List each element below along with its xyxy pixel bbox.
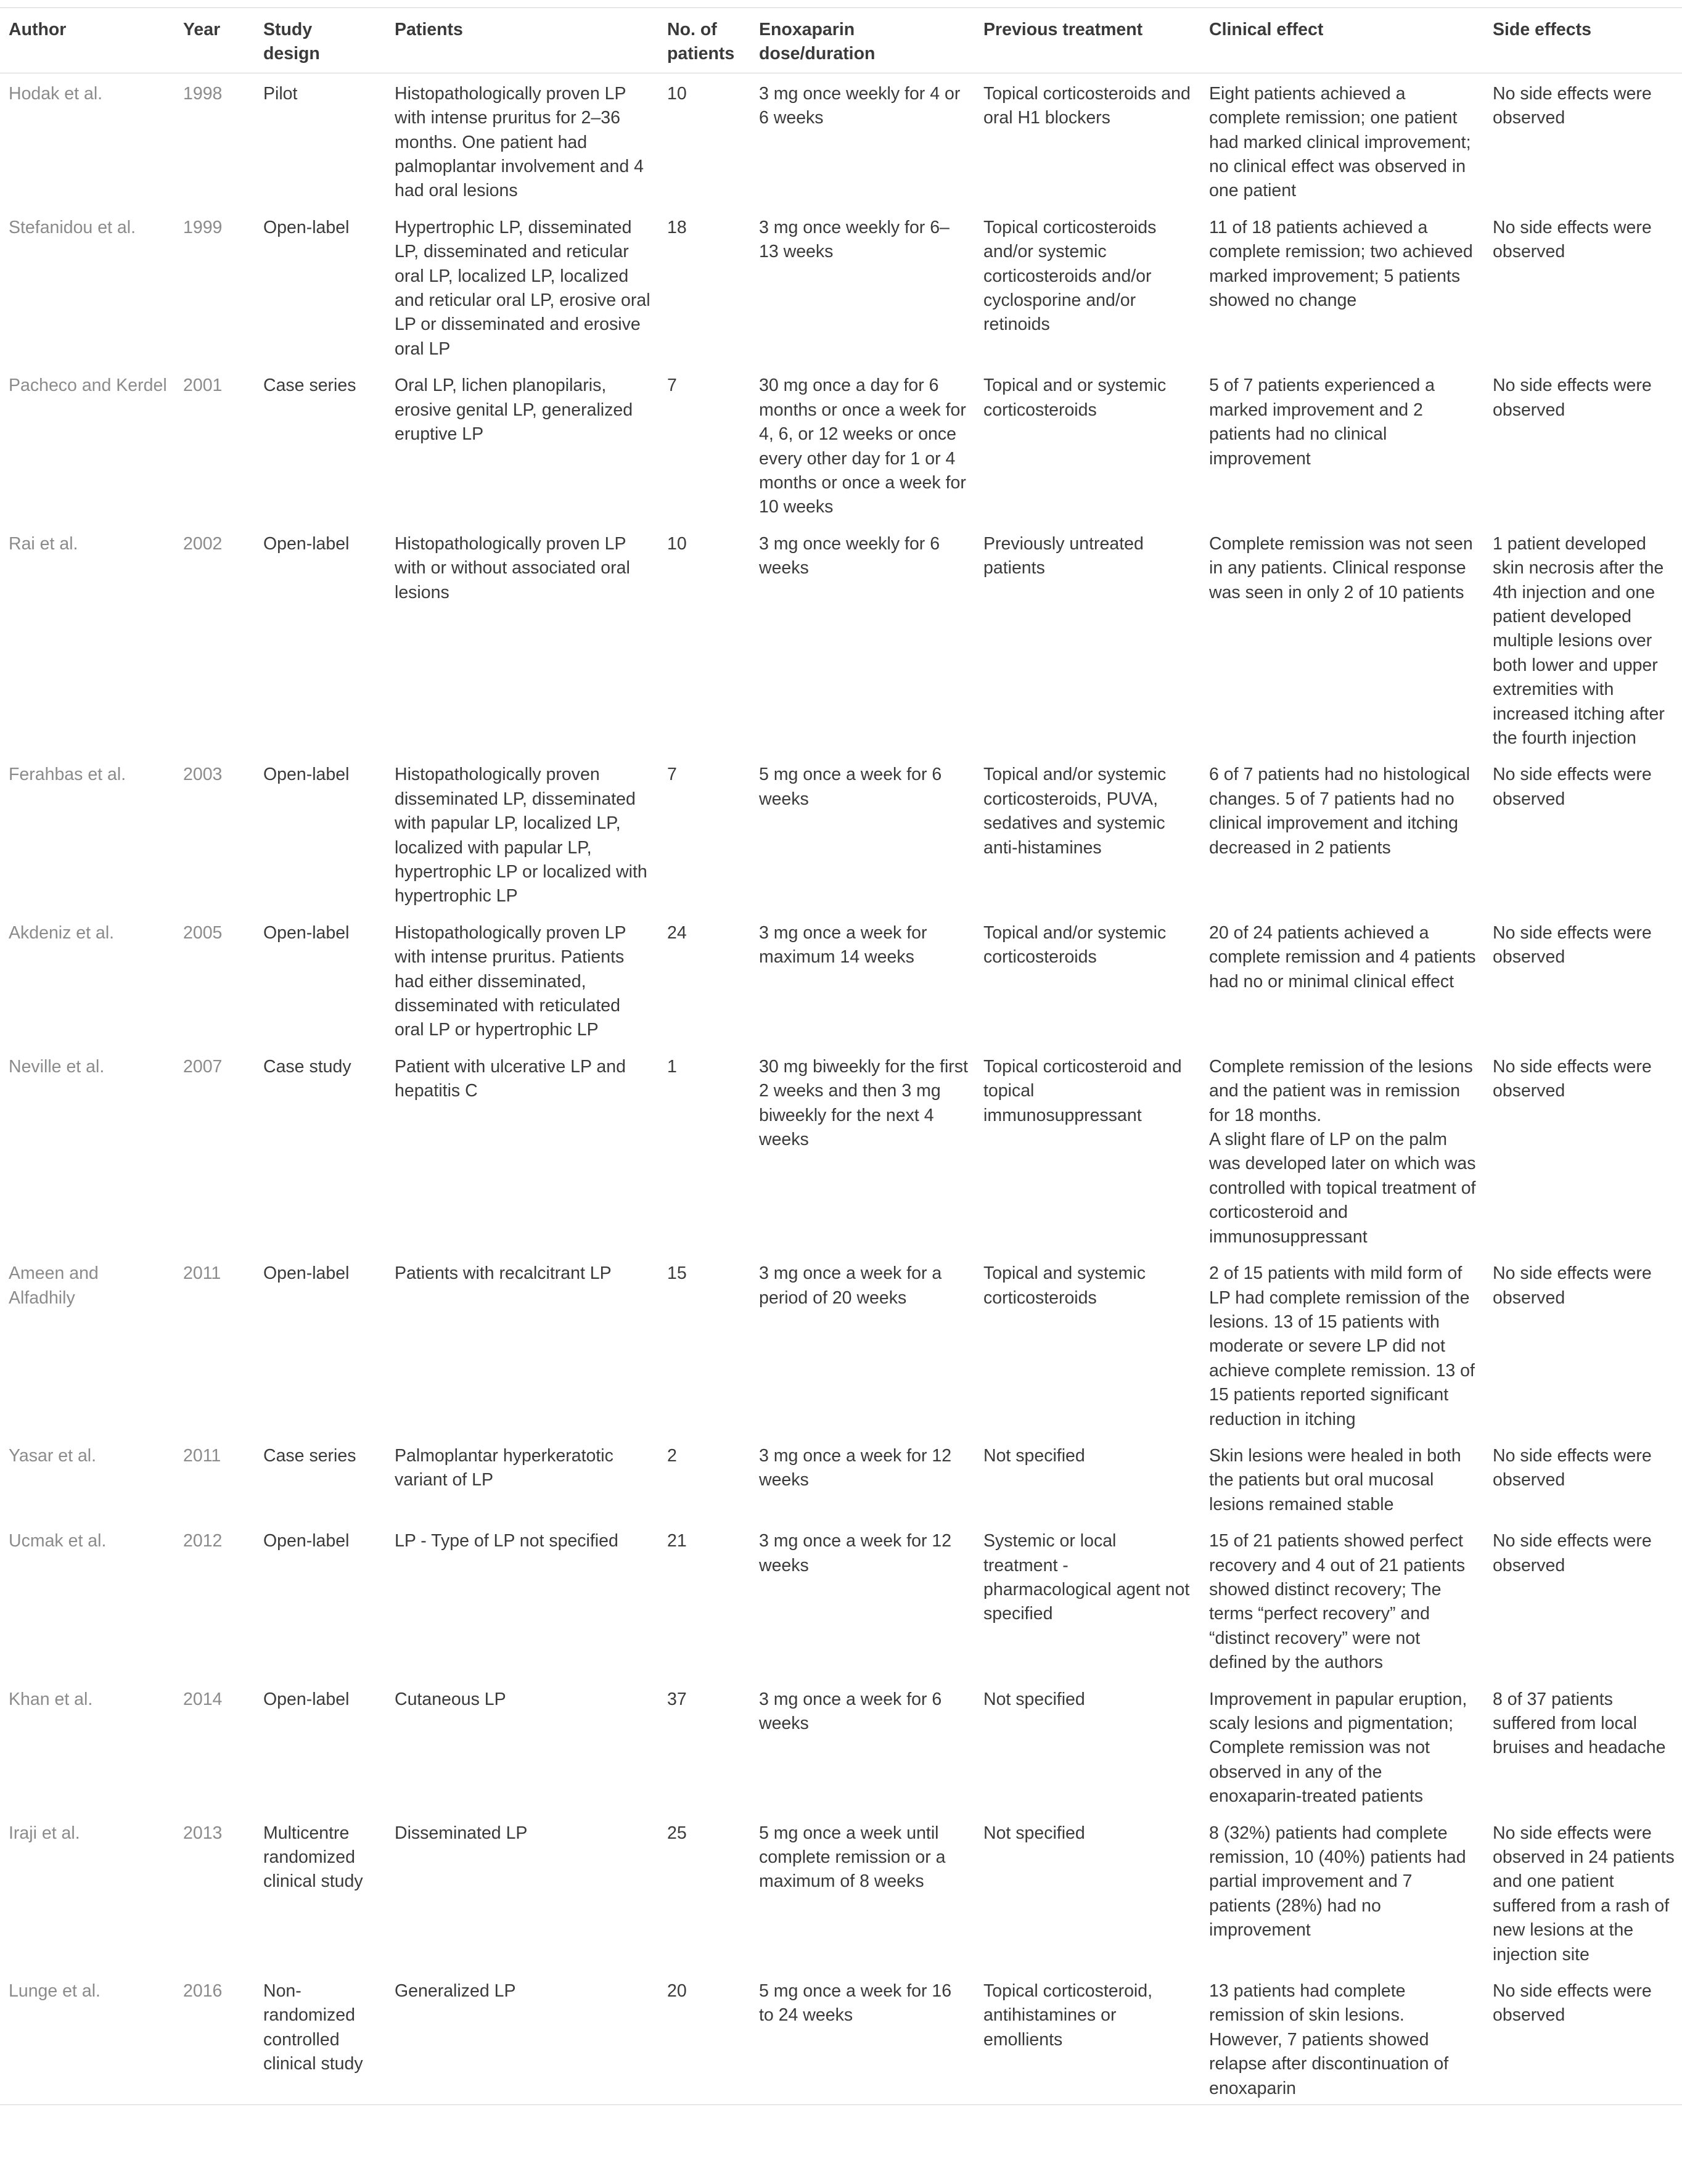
cell-clinical-effect: 20 of 24 patients achieved a complete remission and 4 patients had no or minimal clinical effect <box>1209 922 1476 991</box>
cell-patients: Histopathologically proven LP with intense pruritus. Patients had either disseminated, disseminated with reticulated oral LP or hypertrophic LP <box>395 922 626 1040</box>
table-row <box>0 1046 1682 1253</box>
cell-year: 2012 <box>183 1531 223 1551</box>
cell-patients: Patient with ulcerative LP and hepatitis C <box>395 1056 626 1101</box>
table-row <box>0 1971 1682 2105</box>
cell-patients: LP - Type of LP not specified <box>395 1531 618 1551</box>
cell-side-effects: No side effects were observed <box>1493 1056 1652 1101</box>
cell-author: Rai et al. <box>9 533 78 554</box>
cell-year: 2013 <box>183 1823 223 1843</box>
cell-dose: 3 mg once a week for 6 weeks <box>759 1689 942 1733</box>
header-row <box>0 8 1682 73</box>
cell-dose: 3 mg once a week for a period of 20 weeks <box>759 1263 942 1308</box>
cell-clinical-effect: 11 of 18 patients achieved a complete remission; two achieved marked improvement; 5 patients showed no change <box>1209 217 1473 311</box>
cell-year: 2003 <box>183 765 223 785</box>
cell-previous-treatment: Topical and/or systemic corticosteroids, PUVA, sedatives and systemic anti-histamines <box>983 765 1167 858</box>
table-row <box>0 207 1682 365</box>
cell-patients: Generalized LP <box>386 1971 658 2105</box>
cell-previous-treatment: Systemic or local treatment - pharmacological agent not specified <box>983 1531 1190 1624</box>
cell-dose: 3 mg once weekly for 4 or 6 weeks <box>759 83 961 128</box>
cell-side-effects: No side effects were observed <box>1493 1445 1652 1490</box>
table-row <box>0 1679 1682 1813</box>
cell-study-design: Case study <box>263 1056 351 1077</box>
cell-side-effects: No side effects were observed <box>1493 83 1652 128</box>
cell-study-design: Open-label <box>263 922 350 943</box>
header-patients: Patients <box>386 8 658 73</box>
cell-previous-treatment: Topical corticosteroids and oral H1 blockers <box>983 83 1191 128</box>
cell-author: Lunge et al. <box>0 1971 174 2105</box>
table-row <box>0 754 1682 912</box>
cell-clinical-effect: 13 patients had complete remission of skin lesions. However, 7 patients showed relapse after discontinuation of enoxaparin <box>1200 1971 1484 2105</box>
cell-clinical-effect: 6 of 7 patients had no histological changes. 5 of 7 patients had no clinical improvement and itching decreased in 2 patients <box>1209 765 1471 858</box>
table-row <box>0 365 1682 523</box>
cell-number-of-patients: 37 <box>667 1689 687 1709</box>
cell-year: 2001 <box>183 376 223 396</box>
cell-study-design: Open-label <box>263 533 350 554</box>
cell-previous-treatment: Previously untreated patients <box>983 533 1144 578</box>
cell-clinical-effect: Skin lesions were healed in both the patients but oral mucosal lesions remained stable <box>1209 1445 1461 1514</box>
cell-dose: 30 mg once a day for 6 months or once a week for 4, 6, or 12 weeks or once every other day for 1 or 4 months or once a week for 10 weeks <box>759 376 966 517</box>
cell-study-design: Open-label <box>263 217 350 237</box>
cell-clinical-effect: 8 (32%) patients had complete remission, 10 (40%) patients had partial improvement and 7 patients (28%) had no improvement <box>1209 1823 1466 1940</box>
cell-patients: Oral LP, lichen planopilaris, erosive genital LP, generalized eruptive LP <box>395 376 633 445</box>
cell-author: Pacheco and Kerdel <box>9 376 167 396</box>
studies-table <box>0 7 1682 2105</box>
cell-author: Ucmak et al. <box>9 1531 107 1551</box>
cell-patients: Histopathologically proven LP with intense pruritus for 2–36 months. One patient had palmoplantar involvement and 4 had oral lesions <box>395 83 644 201</box>
cell-study-design: Non-randomized controlled clinical study <box>255 1971 386 2105</box>
cell-previous-treatment: Not specified <box>983 1823 1085 1843</box>
cell-previous-treatment: Topical corticosteroid and topical immunosuppressant <box>983 1056 1182 1125</box>
cell-number-of-patients: 10 <box>667 83 687 104</box>
cell-year: 2016 <box>174 1971 255 2105</box>
cell-dose: 5 mg once a week for 16 to 24 weeks <box>750 1971 975 2105</box>
header-year: Year <box>174 8 255 73</box>
header-enoxaparin-dose: Enoxaparin dose/duration <box>750 8 975 73</box>
cell-year: 2014 <box>183 1689 223 1709</box>
cell-side-effects: No side effects were observed in 24 patients and one patient suffered from a rash of new lesions at the injection site <box>1493 1823 1675 1964</box>
cell-number-of-patients: 24 <box>667 922 687 943</box>
header-side-effects: Side effects <box>1484 8 1682 73</box>
cell-side-effects: 1 patient developed skin necrosis after the 4th injection and one patient developed multiple lesions over both lower and upper extremities with increased itching after the fourth injection <box>1493 533 1665 748</box>
table-body <box>0 73 1682 2104</box>
cell-number-of-patients: 25 <box>667 1823 687 1843</box>
cell-author: Ferahbas et al. <box>9 765 126 785</box>
table-row <box>0 73 1682 207</box>
cell-dose: 3 mg once a week for maximum 14 weeks <box>759 922 927 967</box>
cell-author: Hodak et al. <box>9 83 103 104</box>
cell-clinical-effect: Improvement in papular eruption, scaly lesions and pigmentation; Complete remission was not observed in any of the enoxaparin-treated patients <box>1209 1689 1467 1807</box>
cell-side-effects: No side effects were observed <box>1493 1531 1652 1575</box>
cell-study-design: Open-label <box>263 1263 350 1284</box>
cell-previous-treatment: Topical and systemic corticosteroids <box>983 1263 1146 1308</box>
cell-clinical-effect: Eight patients achieved a complete remission; one patient had marked clinical improvement; no clinical effect was observed in one patient <box>1209 83 1471 201</box>
header-previous-treatment: Previous treatment <box>975 8 1200 73</box>
header-number-of-patients: No. of patients <box>658 8 750 73</box>
table-row <box>0 523 1682 755</box>
cell-dose: 3 mg once a week for 12 weeks <box>759 1531 952 1575</box>
cell-patients: Palmoplantar hyperkeratotic variant of LP <box>395 1445 613 1490</box>
cell-previous-treatment: Topical and/or systemic corticosteroids <box>983 922 1167 967</box>
cell-author: Stefanidou et al. <box>9 217 136 237</box>
cell-number-of-patients: 20 <box>658 1971 750 2105</box>
table-row <box>0 1435 1682 1521</box>
cell-side-effects: No side effects were observed <box>1493 217 1652 262</box>
table-row <box>0 913 1682 1046</box>
cell-side-effects: No side effects were observed <box>1493 922 1652 967</box>
header-author: Author <box>0 8 174 73</box>
cell-side-effects: 8 of 37 patients suffered from local bruises and headache <box>1493 1689 1666 1758</box>
cell-dose: 3 mg once weekly for 6–13 weeks <box>759 217 950 262</box>
cell-dose: 3 mg once a week for 12 weeks <box>759 1445 952 1490</box>
cell-author: Ameen and Alfadhily <box>9 1263 99 1308</box>
cell-dose: 3 mg once weekly for 6 weeks <box>759 533 940 578</box>
cell-year: 2011 <box>183 1263 221 1284</box>
cell-dose: 5 mg once a week until complete remission or a maximum of 8 weeks <box>759 1823 946 1892</box>
cell-study-design: Multicentre randomized clinical study <box>263 1823 363 1892</box>
cell-number-of-patients: 10 <box>667 533 687 554</box>
cell-number-of-patients: 21 <box>667 1531 687 1551</box>
cell-patients: Histopathologically proven LP with or without associated oral lesions <box>395 533 630 602</box>
cell-year: 1998 <box>183 83 223 104</box>
cell-patients: Hypertrophic LP, disseminated LP, disseminated and reticular oral LP, localized LP, localized and reticular oral LP, erosive oral LP or disseminated and erosive oral LP <box>395 217 650 359</box>
cell-side-effects: No side effects were observed <box>1493 1263 1652 1308</box>
table-row <box>0 1813 1682 1971</box>
cell-study-design: Case series <box>263 1445 356 1466</box>
cell-author: Akdeniz et al. <box>9 922 115 943</box>
cell-dose: 5 mg once a week for 6 weeks <box>759 765 942 809</box>
cell-clinical-effect: Complete remission of the lesions and the patient was in remission for 18 months. A slight flare of LP on the palm was developed later on which was controlled with topical treatment of corticosteroid and immunosuppressant <box>1209 1056 1476 1247</box>
header-study-design: Study design <box>255 8 386 73</box>
cell-study-design: Open-label <box>263 1531 350 1551</box>
cell-year: 1999 <box>183 217 223 237</box>
cell-previous-treatment: Topical corticosteroids and/or systemic corticosteroids and/or cyclosporine and/or retinoids <box>983 217 1157 335</box>
cell-study-design: Pilot <box>263 83 298 104</box>
cell-author: Neville et al. <box>9 1056 105 1077</box>
cell-previous-treatment: Topical corticosteroid, antihistamines or emollients <box>975 1971 1200 2105</box>
cell-year: 2002 <box>183 533 223 554</box>
cell-patients: Histopathologically proven disseminated LP, disseminated with papular LP, localized LP, localized with papular LP, hypertrophic LP or localized with hypertrophic LP <box>395 765 647 906</box>
cell-clinical-effect: 2 of 15 patients with mild form of LP had complete remission of the lesions. 13 of 15 patients with moderate or severe LP did not achieve complete remission. 13 of 15 patients reported significant reduction in itching <box>1209 1263 1475 1429</box>
cell-author: Yasar et al. <box>9 1445 97 1466</box>
cell-patients: Disseminated LP <box>395 1823 528 1843</box>
cell-side-effects: No side effects were observed <box>1493 765 1652 809</box>
table-row <box>0 1521 1682 1678</box>
table-header <box>0 8 1682 73</box>
cell-previous-treatment: Topical and or systemic corticosteroids <box>983 376 1167 420</box>
table-row <box>0 1253 1682 1435</box>
cell-previous-treatment: Not specified <box>983 1689 1085 1709</box>
cell-number-of-patients: 15 <box>667 1263 687 1284</box>
cell-patients: Patients with recalcitrant LP <box>395 1263 612 1284</box>
cell-previous-treatment: Not specified <box>983 1445 1085 1466</box>
cell-number-of-patients: 2 <box>667 1445 677 1466</box>
cell-author: Khan et al. <box>9 1689 93 1709</box>
cell-study-design: Open-label <box>263 765 350 785</box>
cell-year: 2005 <box>183 922 223 943</box>
cell-side-effects: No side effects were observed <box>1493 376 1652 420</box>
cell-side-effects: No side effects were observed <box>1484 1971 1682 2105</box>
cell-year: 2011 <box>183 1445 221 1466</box>
cell-number-of-patients: 7 <box>667 765 677 785</box>
cell-study-design: Open-label <box>263 1689 350 1709</box>
cell-number-of-patients: 7 <box>667 376 677 396</box>
cell-number-of-patients: 1 <box>667 1056 677 1077</box>
cell-number-of-patients: 18 <box>667 217 687 237</box>
cell-clinical-effect: 15 of 21 patients showed perfect recovery and 4 out of 21 patients showed distinct recovery; The terms “perfect recovery” and “distinct recovery” were not defined by the authors <box>1209 1531 1466 1673</box>
cell-clinical-effect: 5 of 7 patients experienced a marked improvement and 2 patients had no clinical improvement <box>1209 376 1435 469</box>
cell-year: 2007 <box>183 1056 223 1077</box>
cell-clinical-effect: Complete remission was not seen in any patients. Clinical response was seen in only 2 of 10 patients <box>1209 533 1473 602</box>
cell-patients: Cutaneous LP <box>395 1689 506 1709</box>
cell-author: Iraji et al. <box>9 1823 80 1843</box>
cell-dose: 30 mg biweekly for the first 2 weeks and then 3 mg biweekly for the next 4 weeks <box>759 1056 968 1150</box>
cell-study-design: Case series <box>263 376 356 396</box>
header-clinical-effect: Clinical effect <box>1200 8 1484 73</box>
